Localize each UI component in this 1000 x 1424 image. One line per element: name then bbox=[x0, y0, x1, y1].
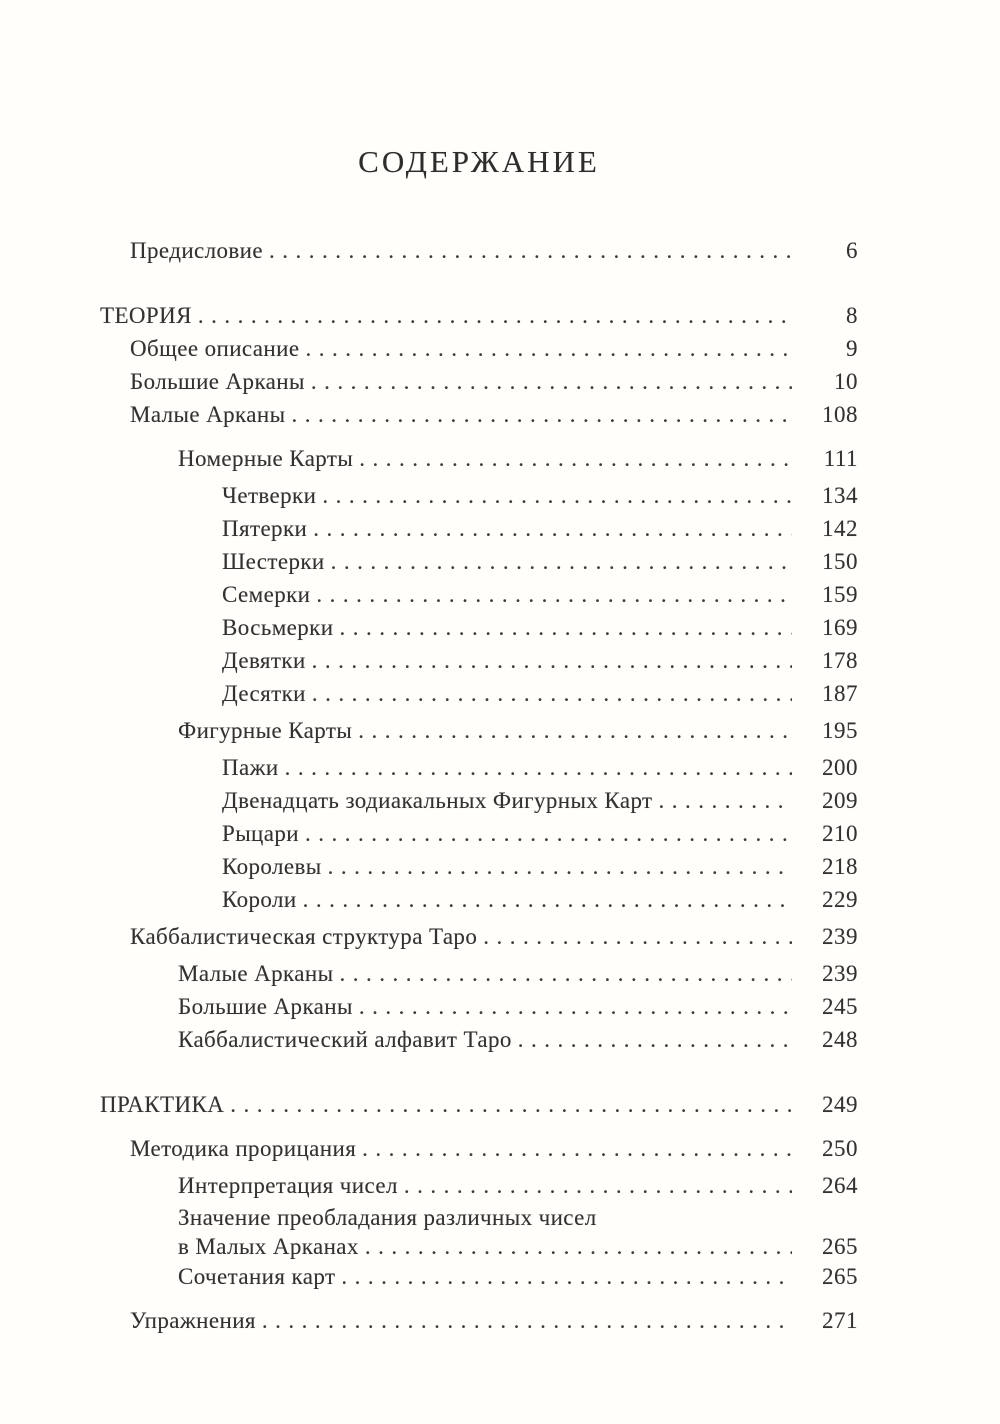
dot-leader bbox=[358, 714, 792, 747]
toc-entry-label: Семерки bbox=[222, 582, 311, 607]
toc-entry-label: Каббалистический алфавит Таро bbox=[178, 1027, 512, 1052]
toc-entry-label: Рыцари bbox=[222, 821, 299, 846]
toc-entry-label: Значение преобладания различных чисел bbox=[178, 1205, 597, 1230]
page-title: СОДЕРЖАНИЕ bbox=[358, 144, 600, 179]
toc-entry-page: 169 bbox=[822, 615, 858, 640]
toc-entry bbox=[100, 1202, 858, 1233]
toc-entry-page: 264 bbox=[822, 1173, 858, 1198]
toc-entry-label: Десятки bbox=[222, 681, 306, 706]
toc-entry-page: 250 bbox=[822, 1136, 858, 1161]
toc-entry-page: 178 bbox=[822, 648, 858, 673]
toc-entry-page: 265 bbox=[822, 1234, 858, 1259]
toc-entry bbox=[100, 784, 858, 817]
toc-entry bbox=[100, 1023, 858, 1056]
toc-entry bbox=[100, 990, 858, 1023]
toc-entry bbox=[100, 920, 858, 953]
dot-leader bbox=[303, 883, 792, 916]
toc-entry-label: Короли bbox=[222, 887, 297, 912]
toc-entry bbox=[100, 1260, 858, 1293]
toc-entry bbox=[100, 365, 858, 398]
toc-entry bbox=[100, 442, 858, 475]
dot-leader bbox=[312, 644, 792, 677]
toc-entry-page: 134 bbox=[822, 483, 858, 508]
toc-entry-label: Сочетания карт bbox=[178, 1264, 336, 1289]
toc-entry-label: в Малых Арканах bbox=[178, 1234, 359, 1259]
toc-entry-page: 142 bbox=[822, 516, 858, 541]
toc-entry-label: Большие Арканы bbox=[130, 369, 305, 394]
toc-entry-label: Четверки bbox=[222, 483, 317, 508]
toc-entry-page: 6 bbox=[846, 238, 858, 263]
toc-entry-label: Пятерки bbox=[222, 516, 308, 541]
toc-entry-label: Интерпретация чисел bbox=[178, 1173, 398, 1198]
dot-leader bbox=[262, 1304, 792, 1337]
toc-entry-page: 8 bbox=[846, 303, 858, 328]
toc-entry bbox=[100, 1304, 858, 1337]
toc-entry bbox=[100, 332, 858, 365]
toc-entry bbox=[100, 714, 858, 747]
toc-entry-label: Малые Арканы bbox=[130, 402, 286, 427]
dot-leader bbox=[328, 850, 792, 883]
dot-leader bbox=[305, 332, 792, 365]
toc-entry-page: 248 bbox=[822, 1027, 858, 1052]
toc-entry-page: 150 bbox=[822, 549, 858, 574]
toc-entry bbox=[100, 1233, 858, 1260]
dot-leader bbox=[305, 817, 792, 850]
toc-entry-page: 187 bbox=[822, 681, 858, 706]
toc-entry bbox=[100, 512, 858, 545]
dot-leader bbox=[359, 990, 792, 1023]
toc-entry-page: 265 bbox=[822, 1264, 858, 1289]
dot-leader bbox=[313, 512, 792, 545]
toc-entry-page: 108 bbox=[822, 402, 858, 427]
dot-leader bbox=[291, 398, 792, 431]
toc-entry bbox=[100, 817, 858, 850]
dot-leader bbox=[312, 677, 792, 710]
toc-entry-page: 159 bbox=[822, 582, 858, 607]
toc-entry-label: Упражнения bbox=[130, 1308, 256, 1333]
dot-leader bbox=[230, 1088, 792, 1121]
dot-leader bbox=[331, 545, 792, 578]
dot-leader bbox=[359, 442, 792, 475]
dot-leader bbox=[339, 611, 792, 644]
toc-entry-label: Методика прорицания bbox=[130, 1136, 357, 1161]
toc-entry bbox=[100, 1088, 858, 1121]
dot-leader bbox=[322, 479, 792, 512]
dot-leader bbox=[365, 1233, 792, 1260]
toc-entry bbox=[100, 644, 858, 677]
toc-entry-label: ТЕОРИЯ bbox=[100, 303, 192, 328]
toc-entry bbox=[100, 1132, 858, 1165]
toc-entry-label: Фигурные Карты bbox=[178, 718, 353, 743]
toc-entry-page: 9 bbox=[846, 336, 858, 361]
toc-list bbox=[100, 234, 858, 1337]
dot-leader bbox=[483, 920, 792, 953]
toc-entry-label: Шестерки bbox=[222, 549, 325, 574]
toc-entry-page: 195 bbox=[822, 718, 858, 743]
toc-entry bbox=[100, 1169, 858, 1202]
toc-entry-label: Малые Арканы bbox=[178, 961, 334, 986]
toc-entry bbox=[100, 479, 858, 512]
dot-leader bbox=[362, 1132, 792, 1165]
dot-leader bbox=[285, 751, 792, 784]
toc-entry bbox=[100, 545, 858, 578]
toc-entry bbox=[100, 578, 858, 611]
toc-entry-label: Двенадцать зодиакальных Фигурных Карт bbox=[222, 788, 653, 813]
toc-entry bbox=[100, 398, 858, 431]
dot-leader bbox=[341, 1260, 792, 1293]
toc-entry bbox=[100, 883, 858, 916]
toc-entry-page: 229 bbox=[822, 887, 858, 912]
toc-entry-page: 239 bbox=[822, 961, 858, 986]
dot-leader bbox=[404, 1169, 792, 1202]
toc-entry bbox=[100, 611, 858, 644]
dot-leader bbox=[316, 578, 792, 611]
toc-entry bbox=[100, 957, 858, 990]
toc-entry-label: Общее описание bbox=[130, 336, 300, 361]
toc-entry bbox=[100, 299, 858, 332]
toc-entry-label: Пажи bbox=[222, 755, 279, 780]
dot-leader bbox=[198, 299, 792, 332]
toc-entry-label: Каббалистическая структура Таро bbox=[130, 924, 478, 949]
toc-entry-page: 249 bbox=[822, 1092, 858, 1117]
toc-entry-page: 10 bbox=[834, 369, 858, 394]
toc-entry-label: ПРАКТИКА bbox=[100, 1092, 225, 1117]
toc-entry-label: Девятки bbox=[222, 648, 306, 673]
toc-entry-label: Номерные Карты bbox=[178, 446, 354, 471]
dot-leader bbox=[311, 365, 792, 398]
toc-entry-page: 111 bbox=[823, 446, 858, 471]
toc-entry bbox=[100, 850, 858, 883]
toc-entry bbox=[100, 751, 858, 784]
toc-entry-page: 271 bbox=[822, 1308, 858, 1333]
toc-entry-page: 239 bbox=[822, 924, 858, 949]
dot-leader bbox=[269, 234, 792, 267]
toc-entry bbox=[100, 234, 858, 267]
dot-leader bbox=[659, 784, 793, 817]
toc-entry-page: 210 bbox=[822, 821, 858, 846]
dot-leader bbox=[339, 957, 792, 990]
toc-entry-page: 200 bbox=[822, 755, 858, 780]
toc-entry-label: Восьмерки bbox=[222, 615, 334, 640]
toc-entry-label: Предисловие bbox=[130, 238, 263, 263]
dot-leader bbox=[518, 1023, 792, 1056]
toc-entry-page: 209 bbox=[822, 788, 858, 813]
toc-entry-label: Большие Арканы bbox=[178, 994, 353, 1019]
toc-entry bbox=[100, 677, 858, 710]
toc-entry-page: 218 bbox=[822, 854, 858, 879]
toc-entry-page: 245 bbox=[822, 994, 858, 1019]
toc-entry-label: Королевы bbox=[222, 854, 322, 879]
